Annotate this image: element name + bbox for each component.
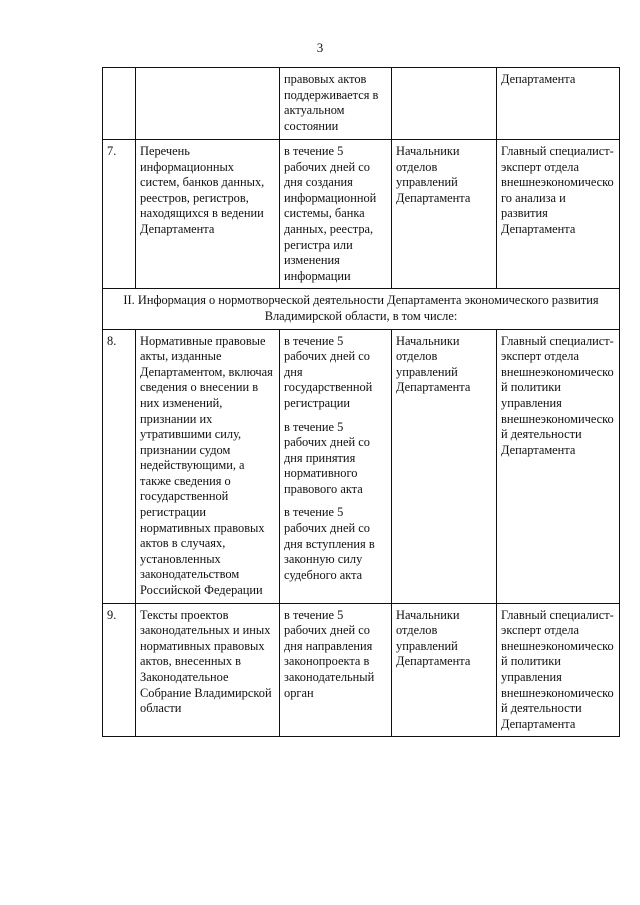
row-responsible: Начальники отделов управлений Департамента (392, 329, 497, 603)
table-row (103, 68, 620, 140)
row-item-name: Перечень информационных систем, банков данных, реестров, регистров, находящихся в ведении Департамента (136, 140, 280, 289)
row-term (280, 140, 392, 289)
row-number (103, 68, 136, 140)
term-paragraph: в течение 5 рабочих дней со дня направления законопроекта в законодательный орган (284, 607, 375, 700)
row-number: 7. (103, 140, 136, 289)
row-item-name: Нормативные правовые акты, изданные Департаментом, включая сведения о внесении в них изменений, признании их утратившими силу, признании судом недействующими, а также сведения о государственной регистрации нормативных правовых актов в случаях, установленных законодательством Российской Федерации (136, 329, 280, 603)
table-row (103, 329, 620, 603)
row-executor: Главный специалист-эксперт отдела внешнеэкономической политики управления внешнеэкономической деятельности Департамента (497, 603, 620, 737)
row-executor: Департамента (497, 68, 620, 140)
page-number: 3 (316, 40, 324, 55)
term-paragraph: правовых актов поддерживается в актуальном состоянии (284, 72, 379, 133)
table-row (103, 603, 620, 737)
row-responsible: Начальники отделов управлений Департамента (392, 603, 497, 737)
row-number: 8. (103, 329, 136, 603)
row-executor: Главный специалист-эксперт отдела внешнеэкономического анализа и развития Департамента (497, 140, 620, 289)
section-heading: II. Информация о нормотворческой деятельности Департамента экономического развития Владимирской области, в том числе: (103, 289, 620, 329)
row-item-name: Тексты проектов законодательных и иных нормативных правовых актов, внесенных в Законодательное Собрание Владимирской области (136, 603, 280, 737)
row-number: 9. (103, 603, 136, 737)
row-responsible: Начальники отделов управлений Департамента (392, 140, 497, 289)
information-table (102, 67, 620, 737)
row-term (280, 329, 392, 603)
row-term (280, 603, 392, 737)
section-row (103, 289, 620, 329)
row-term (280, 68, 392, 140)
row-responsible (392, 68, 497, 140)
row-item-name (136, 68, 280, 140)
table-row (103, 140, 620, 289)
term-paragraph: в течение 5 рабочих дней со дня принятия нормативного правового акта (284, 419, 370, 496)
term-paragraph: в течение 5 рабочих дней со дня вступления в законную силу судебного акта (284, 505, 375, 582)
term-paragraph: в течение 5 рабочих дней со дня создания информационной системы, банка данных, реестра, регистра или изменения информации (284, 144, 377, 283)
term-paragraph: в течение 5 рабочих дней со дня государственной регистрации (284, 333, 373, 410)
row-executor: Главный специалист-эксперт отдела внешнеэкономической политики управления внешнеэкономической деятельности Департамента (497, 329, 620, 603)
